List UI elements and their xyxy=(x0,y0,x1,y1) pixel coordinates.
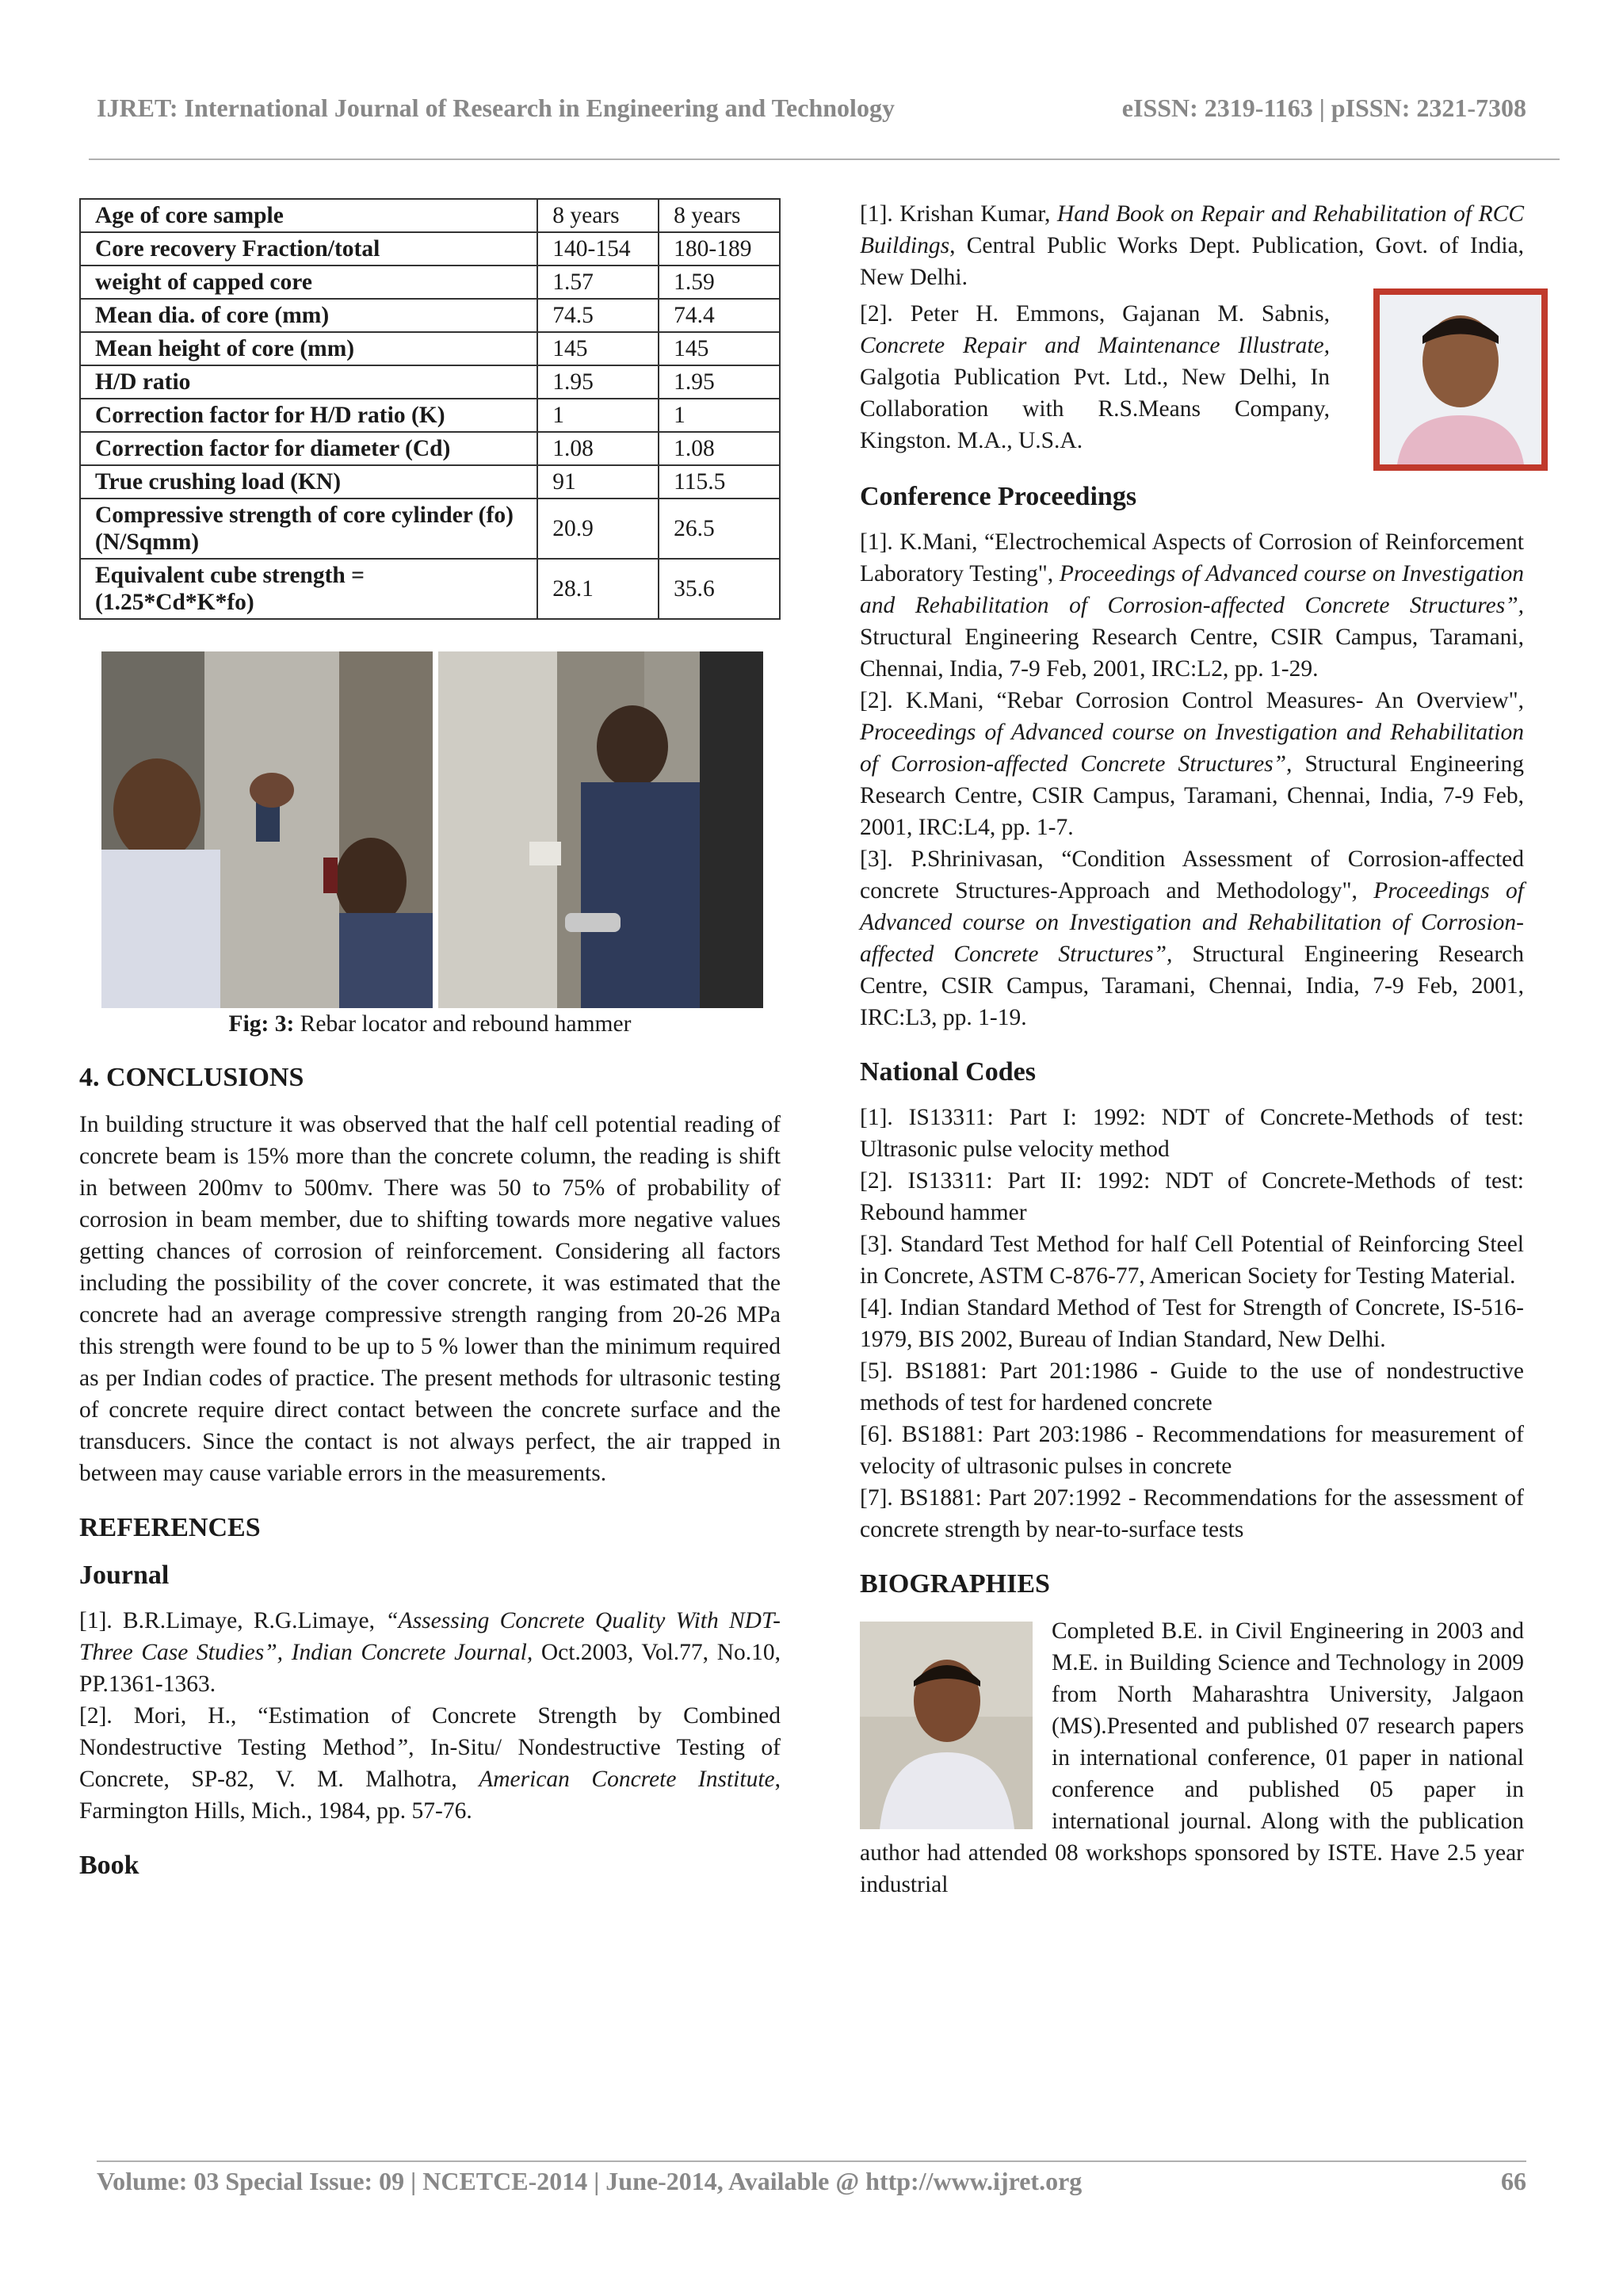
ref-journal: ”, Indian Concrete Journal, xyxy=(264,1640,533,1665)
book-ref-1 xyxy=(860,198,1524,293)
ref-text: [1]. Krishan Kumar, xyxy=(860,201,1057,227)
sample-1-value: 8 years xyxy=(537,199,659,232)
journal-ref-1 xyxy=(79,1605,781,1700)
book-ref-2 xyxy=(860,298,1330,457)
header-rule xyxy=(89,159,1560,160)
sample-1-value: 28.1 xyxy=(537,559,659,619)
sample-2-value: 8 years xyxy=(659,199,780,232)
footer-citation: Volume: 03 Special Issue: 09 | NCETCE-2014 | June-2014, Available @ http://www.ijret.org xyxy=(97,2167,1083,2195)
sample-1-value: 1.95 xyxy=(537,365,659,399)
ref-title: “Assessing Concrete Quality With NDT-Three Case Studies xyxy=(79,1608,781,1665)
page-number: 66 xyxy=(1501,2167,1526,2195)
sample-2-value: 180-189 xyxy=(659,232,780,266)
right-column xyxy=(860,198,1524,1901)
row-label: Core recovery Fraction/total xyxy=(80,232,537,266)
code-ref: [1]. IS13311: Part I: 1992: NDT of Concrete-Methods of test: Ultrasonic pulse velocity method xyxy=(860,1105,1524,1162)
code-ref: [3]. Standard Test Method for half Cell Potential of Reinforcing Steel in Concrete, ASTM C-876-77, American Society for Testing Material. xyxy=(860,1232,1524,1289)
code-ref: [4]. Indian Standard Method of Test for Strength of Concrete, IS-516-1979, BIS 2002, Bureau of Indian Standard, New Delhi. xyxy=(860,1295,1524,1352)
sample-2-value: 1.08 xyxy=(659,432,780,465)
table-row xyxy=(80,332,780,365)
table-row xyxy=(80,365,780,399)
national-codes-heading: National Codes xyxy=(860,1057,1036,1087)
table-row xyxy=(80,559,780,619)
figure-caption xyxy=(79,1011,781,1037)
book-ref-2-block xyxy=(860,298,1524,457)
author-photo-2 xyxy=(860,1622,1033,1829)
sample-2-value: 145 xyxy=(659,332,780,365)
running-footer xyxy=(97,2167,1526,2196)
table-row xyxy=(80,232,780,266)
ref-text: [1]. B.R.Limaye, R.G.Limaye, xyxy=(79,1608,386,1633)
ref-title: ” xyxy=(395,1735,409,1760)
table-row xyxy=(80,199,780,232)
footer-rule xyxy=(97,2160,1526,2162)
ref-text: [2]. K.Mani, “Rebar Corrosion Control Measures- An Overview", xyxy=(860,688,1524,713)
sample-2-value: 35.6 xyxy=(659,559,780,619)
conf-ref-1 xyxy=(860,526,1524,685)
author-photo-1 xyxy=(1373,288,1548,471)
ref-title: Proceedings of Advanced course on Investigation and Rehabilitation of Corrosion-affected Concrete Structures”, xyxy=(860,561,1524,618)
issn: eISSN: 2319-1163 | pISSN: 2321-7308 xyxy=(1121,94,1526,122)
ref-text: , In-Situ/ Nondestructive Testing of Concrete, SP-82, V. M. Malhotra, xyxy=(79,1735,781,1792)
book-heading: Book xyxy=(79,1851,139,1880)
sample-1-value: 1 xyxy=(537,399,659,432)
table-row xyxy=(80,399,780,432)
row-label: Correction factor for diameter (Cd) xyxy=(80,432,537,465)
conclusions-text: In building structure it was observed that the half cell potential reading of concrete beam is 15% more than the concrete column, the reading is shift in between 200mv to 500mv. There was 50 to 75% of probability of corrosion in beam member, due to shifting towards more negative values getting chances of corrosion of reinforcement. Considering all factors including the possibility of the cover concrete, it was estimated that the concrete had an average compressive strength ranging from 20-26 MPa this strength were found to be up to 5 % lower than the minimum required as per Indian codes of practice. The present methods for ultrasonic testing of concrete require direct contact between the concrete surface and the transducers. Since the contact is not always perfect, the air trapped in between may cause variable errors in the measurements. xyxy=(79,1112,781,1486)
biography-text: Completed B.E. in Civil Engineering in 2003 and M.E. in Building Science and Technology in 2009 from North Maharashtra University, Jalgaon (MS).Presented and published 07 research papers in international conference, 01 paper in national conference and published 05 paper in international journal. Along with the publication author had attended 08 workshops sponsored by ISTE. Have 2.5 year industrial xyxy=(860,1618,1524,1897)
table-row xyxy=(80,465,780,499)
row-label: Mean dia. of core (mm) xyxy=(80,299,537,332)
national-codes-list xyxy=(860,1102,1524,1545)
sample-1-value: 140-154 xyxy=(537,232,659,266)
sample-2-value: 1.95 xyxy=(659,365,780,399)
sample-2-value: 74.4 xyxy=(659,299,780,332)
ref-text: Structural Engineering Research Centre, CSIR Campus, Taramani, Chennai, India, 7-9 Feb, 2001, IRC:L4, pp. 1-7. xyxy=(860,751,1524,840)
code-ref: [2]. IS13311: Part II: 1992: NDT of Concrete-Methods of test: Rebound hammer xyxy=(860,1168,1524,1225)
row-label: Equivalent cube strength = (1.25*Cd*K*fo) xyxy=(80,559,537,619)
ref-title: Proceedings of Advanced course on Investigation and Rehabilitation of Corrosion-affected Concrete Structures”, xyxy=(860,720,1524,777)
sample-2-value: 26.5 xyxy=(659,499,780,559)
running-header xyxy=(97,94,1526,123)
table-row xyxy=(80,499,780,559)
sample-2-value: 1 xyxy=(659,399,780,432)
figure-caption-text: Rebar locator and rebound hammer xyxy=(294,1011,632,1037)
table-row xyxy=(80,432,780,465)
sample-1-value: 1.08 xyxy=(537,432,659,465)
sample-1-value: 91 xyxy=(537,465,659,499)
sample-1-value: 1.57 xyxy=(537,266,659,299)
row-label: weight of capped core xyxy=(80,266,537,299)
figure-label: Fig: 3: xyxy=(228,1011,295,1037)
left-column xyxy=(79,198,781,1882)
code-ref: [5]. BS1881: Part 201:1986 - Guide to the use of nondestructive methods of test for hardened concrete xyxy=(860,1358,1524,1415)
journal-heading: Journal xyxy=(79,1561,170,1590)
conf-ref-3 xyxy=(860,843,1524,1033)
ref-text: Galgotia Publication Pvt. Ltd., New Delhi, In Collaboration with R.S.Means Company, Kingston. M.A., U.S.A. xyxy=(860,365,1330,453)
code-ref: [6]. BS1881: Part 203:1986 - Recommendations for measurement of velocity of ultrasonic pulses in concrete xyxy=(860,1422,1524,1479)
row-label: Mean height of core (mm) xyxy=(80,332,537,365)
sample-1-value: 145 xyxy=(537,332,659,365)
ref-text: Structural Engineering Research Centre, CSIR Campus, Taramani, Chennai, India, 7-9 Feb, 2001, IRC:L2, pp. 1-29. xyxy=(860,625,1524,682)
row-label: Compressive strength of core cylinder (fo) (N/Sqmm) xyxy=(80,499,537,559)
row-label: Correction factor for H/D ratio (K) xyxy=(80,399,537,432)
ref-title: Proceedings of Advanced course on Investigation and Rehabilitation of Corrosion-affected Concrete Structures”, xyxy=(860,878,1525,967)
photo-rebar-locator xyxy=(101,651,433,1008)
sample-2-value: 115.5 xyxy=(659,465,780,499)
journal-title: IJRET: International Journal of Research in Engineering and Technology xyxy=(97,94,895,122)
conf-ref-2 xyxy=(860,685,1524,843)
photo-rebound-hammer xyxy=(438,651,763,1008)
ref-text: , Central Public Works Dept. Publication, Govt. of India, New Delhi. xyxy=(860,233,1524,290)
code-ref: [7]. BS1881: Part 207:1992 - Recommendations for the assessment of concrete strength by near-to-surface tests xyxy=(860,1485,1524,1542)
row-label: H/D ratio xyxy=(80,365,537,399)
ref-text: Structural Engineering Research Centre, CSIR Campus, Taramani, Chennai, India, 7-9 Feb, 2001, IRC:L3, pp. 1-19. xyxy=(860,942,1524,1030)
core-test-table xyxy=(79,198,781,620)
ref-text: [2]. Mori, H., “Estimation of Concrete Strength by Combined Nondestructive Testing Method xyxy=(79,1703,781,1760)
journal-ref-2 xyxy=(79,1700,781,1827)
ref-text: Oct.2003, Vol.77, No.10, PP.1361-1363. xyxy=(79,1640,781,1697)
ref-text: [3]. P.Shrinivasan, “Condition Assessment of Corrosion-affected concrete Structures-Approach and Methodology", xyxy=(860,846,1524,904)
ref-text: [1]. K.Mani, “Electrochemical Aspects of Corrosion of Reinforcement Laboratory Testing", xyxy=(860,529,1524,586)
ref-title: Concrete Repair and Maintenance Illustrate, xyxy=(860,333,1330,358)
sample-1-value: 20.9 xyxy=(537,499,659,559)
biography xyxy=(860,1615,1524,1901)
row-label: True crushing load (KN) xyxy=(80,465,537,499)
sample-2-value: 1.59 xyxy=(659,266,780,299)
conference-heading: Conference Proceedings xyxy=(860,482,1137,511)
table-row xyxy=(80,299,780,332)
ref-publisher: American Concrete Institute xyxy=(479,1767,775,1792)
references-heading: REFERENCES xyxy=(79,1513,261,1542)
figure-photos xyxy=(101,651,763,1008)
table-row xyxy=(80,266,780,299)
sample-1-value: 74.5 xyxy=(537,299,659,332)
biographies-heading: BIOGRAPHIES xyxy=(860,1569,1050,1599)
row-label: Age of core sample xyxy=(80,199,537,232)
ref-text: , Farmington Hills, Mich., 1984, pp. 57-76. xyxy=(79,1767,781,1824)
ref-text: [2]. Peter H. Emmons, Gajanan M. Sabnis, xyxy=(860,301,1330,327)
ref-title: Hand Book on Repair and Rehabilitation of RCC Buildings xyxy=(860,201,1524,258)
conclusions-heading: 4. CONCLUSIONS xyxy=(79,1063,304,1092)
